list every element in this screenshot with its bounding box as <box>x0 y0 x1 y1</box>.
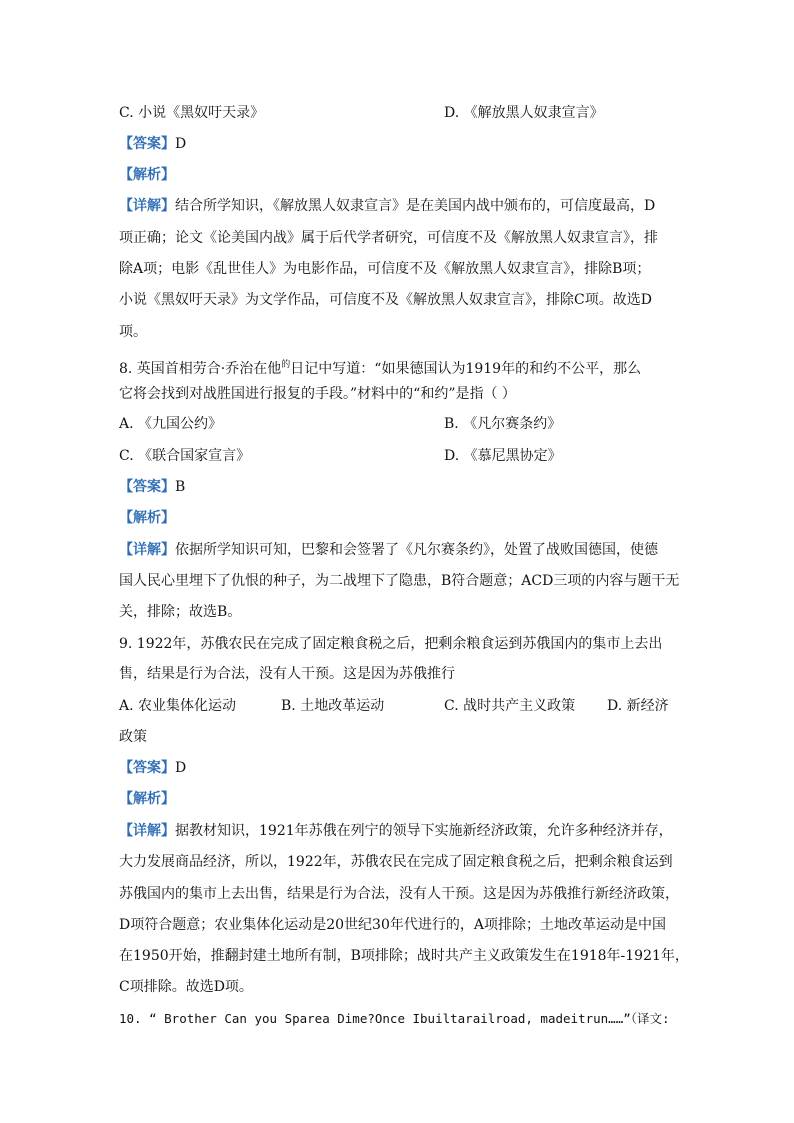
q8-stem-part-b: 日记中写道：“如果德国认为1919年的和约不公平，那么 <box>290 361 642 377</box>
q8-analysis <box>119 508 175 528</box>
q9-option-d-continued: 政策 <box>119 729 147 745</box>
answer-tag: 【答案】 <box>119 760 175 776</box>
detail-text: 据教材知识，1921年苏俄在列宁的领导下实施新经济政策，允许多种经济并存， <box>175 823 673 839</box>
q9-stem-line-2: 售，结果是行为合法，没有人干预。这是因为苏俄推行 <box>119 666 455 682</box>
q8-detail-line-3: 关，排除；故选B。 <box>119 604 242 620</box>
q7-detail-line-1 <box>119 196 655 216</box>
q8-option-b: B. 《凡尔赛条约》 <box>444 416 562 432</box>
q9-detail-line-4: D项符合题意；农业集体化运动是20世纪30年代进行的，A项排除；土地改革运动是中国 <box>119 917 666 933</box>
q7-detail-line-4: 小说《黑奴吁天录》为文学作品，可信度不及《解放黑人奴隶宣言》，排除C项。故选D <box>119 292 652 308</box>
q7-detail-line-5: 项。 <box>119 324 147 340</box>
q9-option-d: D. 新经济 <box>607 698 669 714</box>
q8-answer <box>119 477 185 497</box>
q7-answer <box>119 134 186 154</box>
detail-tag: 【详解】 <box>119 823 175 839</box>
q8-option-a: A. 《九国公约》 <box>119 416 223 432</box>
q8-option-d: D. 《慕尼黑协定》 <box>444 448 562 464</box>
q9-detail-line-1 <box>119 821 673 841</box>
answer-tag: 【答案】 <box>119 479 175 495</box>
q8-detail-line-1 <box>119 540 658 560</box>
q8-stem-sup: 的 <box>281 360 291 370</box>
q7-detail-line-3: 除A项；电影《乱世佳人》为电影作品，可信度不及《解放黑人奴隶宣言》，排除B项； <box>119 261 651 277</box>
answer-tag: 【答案】 <box>119 136 175 152</box>
analysis-tag: 【解析】 <box>119 167 175 183</box>
q9-detail-line-3: 苏俄国内的集市上去出售，结果是行为合法，没有人干预。这是因为苏俄推行新经济政策， <box>119 886 679 902</box>
q7-analysis <box>119 165 175 185</box>
answer-value: B <box>175 479 186 495</box>
q8-detail-line-2: 国人民心里埋下了仇恨的种子，为二战埋下了隐患，B符合题意；ACD三项的内容与题干无 <box>119 573 680 589</box>
q9-detail-line-5: 在1950开始，推翻封建土地所有制，B项排除；战时共产主义政策发生在1918年-1921年， <box>119 948 689 964</box>
analysis-tag: 【解析】 <box>119 791 175 807</box>
q9-option-c: C. 战时共产主义政策 <box>444 698 576 714</box>
detail-tag: 【详解】 <box>119 198 175 214</box>
analysis-tag: 【解析】 <box>119 510 175 526</box>
q8-option-c: C. 《联合国家宣言》 <box>119 448 251 464</box>
q7-option-d: D. 《解放黑人奴隶宣言》 <box>444 105 604 121</box>
q7-option-c: C. 小说《黑奴吁天录》 <box>119 105 265 121</box>
q9-detail-line-2: 大力发展商品经济，所以，1922年，苏俄农民在完成了固定粮食税之后，把剩余粮食运到 <box>119 854 673 870</box>
q8-stem-line-1 <box>119 355 641 379</box>
q9-stem-line-1: 9. 1922年，苏俄农民在完成了固定粮食税之后，把剩余粮食运到苏俄国内的集市上去出 <box>119 636 663 652</box>
q8-stem-line-2: 它将会找到对战胜国进行报复的手段。”材料中的“和约”是指（ ） <box>119 386 516 402</box>
detail-text: 依据所学知识可知，巴黎和会签署了《凡尔赛条约》，处置了战败国德国，使德 <box>175 542 658 558</box>
q9-analysis <box>119 789 175 809</box>
q9-option-a: A. 农业集体化运动 <box>119 698 237 714</box>
detail-tag: 【详解】 <box>119 542 175 558</box>
q9-answer <box>119 758 186 778</box>
detail-text: 结合所学知识，《解放黑人奴隶宣言》是在美国内战中颁布的，可信度最高，D <box>175 198 656 214</box>
q9-detail-line-6: C项排除。故选D项。 <box>119 979 253 995</box>
answer-value: D <box>175 136 187 152</box>
q10-stem-line-1: 10. “ Brother Can you Sparea Dime?Once Ibuiltarailroad, madeitrun……”（译文: <box>119 1011 670 1026</box>
answer-value: D <box>175 760 187 776</box>
q8-stem-part-a: 8. 英国首相劳合·乔治在他 <box>119 361 282 377</box>
q9-option-b: B. 土地改革运动 <box>281 698 385 714</box>
q7-detail-line-2: 项正确；论文《论美国内战》属于后代学者研究，可信度不及《解放黑人奴隶宣言》，排 <box>119 230 658 246</box>
